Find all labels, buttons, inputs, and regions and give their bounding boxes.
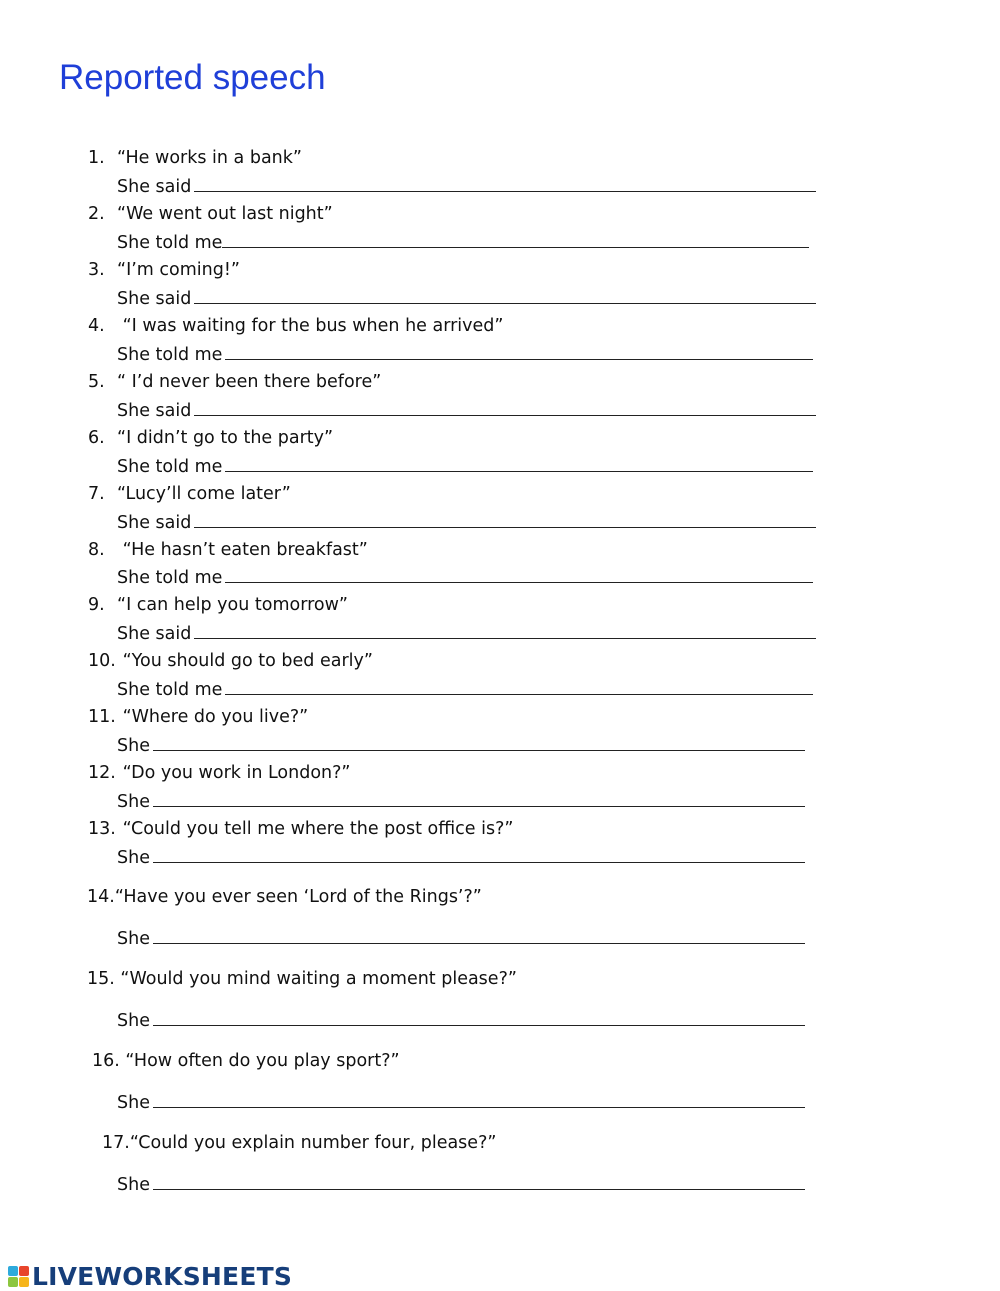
answer-prompt: She told me [117,345,223,365]
answer-15 [117,1009,805,1032]
question-number: 15. [87,969,115,989]
question-15 [87,968,517,990]
answer-prompt: She told me [117,457,223,477]
question-quote: “Have you ever seen ‘Lord of the Rings’?” [114,887,482,907]
question-7 [88,483,291,505]
answer-17 [117,1173,805,1196]
question-number: 8. [88,540,105,560]
answer-4 [117,343,813,366]
question-quote: “Could you explain number four, please?” [129,1133,497,1153]
answer-8 [117,566,813,589]
question-3 [88,259,240,281]
answer-5 [117,399,816,422]
question-quote: “Where do you live?” [117,707,309,727]
question-quote: “Could you tell me where the post office is?” [117,819,514,839]
question-2 [88,203,333,225]
answer-prompt: She [117,929,150,949]
question-10 [88,650,373,672]
question-number: 17. [102,1133,130,1153]
answer-blank[interactable] [225,455,813,472]
question-number: 11. [88,707,116,727]
answer-1 [117,175,816,198]
question-9 [88,594,348,616]
answer-prompt: She [117,848,150,868]
question-11 [88,706,308,728]
answer-9 [117,622,816,645]
answer-blank[interactable] [153,846,805,863]
answer-10 [117,678,813,701]
question-13 [88,818,513,840]
answer-blank[interactable] [194,175,816,192]
answer-blank[interactable] [153,1091,805,1108]
question-number: 16. [92,1051,120,1071]
answer-prompt: She [117,1093,150,1113]
question-quote: “He works in a bank” [117,148,302,168]
question-number: 1. [88,148,105,168]
question-quote: “I’m coming!” [117,260,240,280]
answer-prompt: She told me [117,680,223,700]
question-quote: “He hasn’t eaten breakfast” [117,540,368,560]
answer-blank[interactable] [194,399,816,416]
question-number: 9. [88,595,105,615]
answer-prompt: She [117,736,150,756]
question-number: 7. [88,484,105,504]
answer-blank[interactable] [225,343,813,360]
answer-blank[interactable] [222,231,809,248]
question-6 [88,427,333,449]
answer-prompt: She told me [117,568,223,588]
answer-16 [117,1091,805,1114]
question-quote: “Do you work in London?” [117,763,351,783]
answer-prompt: She [117,792,150,812]
answer-11 [117,734,805,757]
answer-6 [117,455,813,478]
liveworksheets-logo-icon [8,1266,29,1287]
question-quote: “Would you mind waiting a moment please?” [114,969,517,989]
answer-2 [117,231,809,254]
answer-14 [117,927,805,950]
answer-prompt: She told me [117,233,223,253]
question-8 [88,539,368,561]
question-number: 14. [87,887,115,907]
answer-prompt: She said [117,401,192,421]
question-number: 12. [88,763,116,783]
question-quote: “Lucy’ll come later” [117,484,291,504]
question-1 [88,147,302,169]
question-quote: “ I’d never been there before” [117,372,382,392]
answer-blank[interactable] [153,734,805,751]
question-quote: “We went out last night” [117,204,333,224]
question-quote: “I can help you tomorrow” [117,595,349,615]
question-number: 5. [88,372,105,392]
question-number: 10. [88,651,116,671]
question-number: 13. [88,819,116,839]
answer-3 [117,287,816,310]
question-number: 6. [88,428,105,448]
question-number: 3. [88,260,105,280]
question-quote: “How often do you play sport?” [119,1051,400,1071]
answer-blank[interactable] [153,1173,805,1190]
answer-prompt: She said [117,624,192,644]
answer-blank[interactable] [153,927,805,944]
answer-13 [117,846,805,869]
answer-blank[interactable] [153,1009,805,1026]
question-5 [88,371,381,393]
question-quote: “I didn’t go to the party” [117,428,334,448]
question-number: 4. [88,316,105,336]
answer-blank[interactable] [194,287,816,304]
answer-blank[interactable] [225,566,813,583]
answer-prompt: She said [117,513,192,533]
liveworksheets-logo[interactable] [8,1262,292,1291]
answer-7 [117,511,816,534]
answer-12 [117,790,805,813]
answer-prompt: She [117,1011,150,1031]
question-number: 2. [88,204,105,224]
brand-name: LIVEWORKSHEETS [32,1262,293,1291]
question-4 [88,315,503,337]
question-quote: “I was waiting for the bus when he arrived” [117,316,504,336]
answer-blank[interactable] [194,622,816,639]
question-14 [87,886,482,908]
answer-blank[interactable] [225,678,813,695]
question-17 [102,1132,496,1154]
answer-blank[interactable] [153,790,805,807]
question-16 [92,1050,400,1072]
question-quote: “You should go to bed early” [117,651,373,671]
answer-prompt: She said [117,177,192,197]
answer-prompt: She said [117,289,192,309]
page-title: Reported speech [59,58,326,97]
answer-blank[interactable] [194,511,816,528]
question-12 [88,762,350,784]
answer-prompt: She [117,1175,150,1195]
